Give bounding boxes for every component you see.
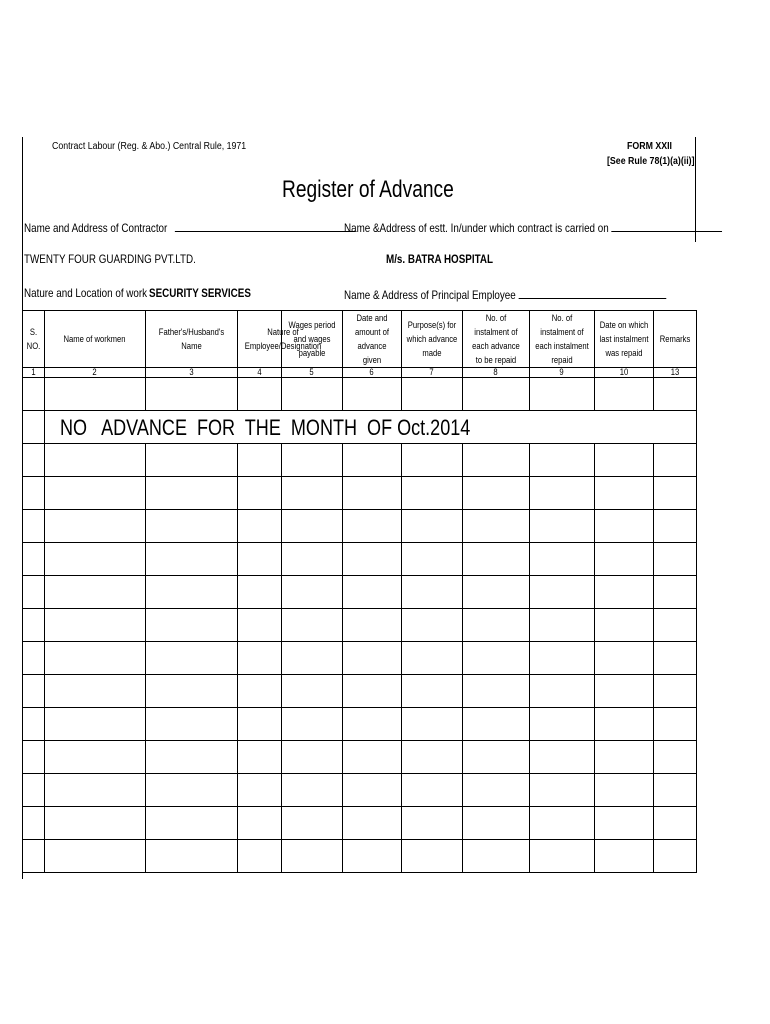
col-header-remarks: Remarks <box>654 311 697 368</box>
col-header-instalments-due: No. of instalment of each advance to be repaid <box>463 311 530 368</box>
col-number: 4 <box>238 368 282 378</box>
page-title: Register of Advance <box>282 176 454 203</box>
column-number-row <box>23 368 697 378</box>
no-advance-notice: NO ADVANCE FOR THE MONTH OF Oct.2014 <box>60 415 471 440</box>
col-header-advance-date: Date and amount of advance given <box>343 311 402 368</box>
table-row <box>23 444 697 477</box>
col-header-wages: Wages period and wages payable <box>282 311 343 368</box>
col-header-father-husband: Father's/Husband's Name <box>146 311 238 368</box>
table-row <box>23 477 697 510</box>
contractor-label-line <box>24 220 355 234</box>
principal-blank-line <box>518 287 666 299</box>
table-row <box>23 675 697 708</box>
table-row <box>23 576 697 609</box>
col-number: 5 <box>282 368 343 378</box>
table-row <box>23 741 697 774</box>
table-row <box>23 807 697 840</box>
table-row <box>23 642 697 675</box>
principal-label-line <box>344 287 666 301</box>
col-number: 8 <box>463 368 530 378</box>
col-number: 6 <box>343 368 402 378</box>
table-row <box>23 510 697 543</box>
principal-label: Name & Address of Principal Employee <box>344 288 516 302</box>
establishment-label-line <box>344 220 722 234</box>
col-header-sno: S. NO. <box>23 311 45 368</box>
col-number: 3 <box>146 368 238 378</box>
table-row <box>23 774 697 807</box>
col-number: 13 <box>654 368 697 378</box>
col-header-last-repaid: Date on which last instalment was repaid <box>595 311 654 368</box>
establishment-label: Name &Address of estt. In/under which contract is carried on <box>344 221 609 235</box>
contractor-value: TWENTY FOUR GUARDING PVT.LTD. <box>24 252 196 266</box>
col-number: 2 <box>45 368 146 378</box>
col-number: 1 <box>23 368 45 378</box>
col-number: 7 <box>402 368 463 378</box>
rule-text: Contract Labour (Reg. & Abo.) Central Rule, 1971 <box>52 141 247 152</box>
contractor-blank-line <box>175 220 355 232</box>
table-row <box>23 378 697 411</box>
form-reference: [See Rule 78(1)(a)(ii)] <box>607 156 695 167</box>
col-number: 10 <box>595 368 654 378</box>
col-header-designation: Nature of Employee/Designation <box>238 311 282 368</box>
col-header-instalments-repaid: No. of instalment of each instalment repaid <box>530 311 595 368</box>
advance-register-table <box>22 310 697 873</box>
table-row <box>23 840 697 873</box>
col-number: 9 <box>530 368 595 378</box>
col-header-workmen: Name of workmen <box>45 311 146 368</box>
establishment-value: M/s. BATRA HOSPITAL <box>386 252 493 266</box>
table-row <box>23 708 697 741</box>
work-label: Nature and Location of work <box>24 286 148 300</box>
form-number: FORM XXII <box>627 141 672 152</box>
table-row <box>23 543 697 576</box>
contractor-label: Name and Address of Contractor <box>24 221 168 235</box>
header-row <box>23 311 697 368</box>
establishment-blank-line <box>611 220 722 232</box>
table-row <box>23 609 697 642</box>
col-header-purpose: Purpose(s) for which advance made <box>402 311 463 368</box>
work-value: SECURITY SERVICES <box>149 286 251 300</box>
